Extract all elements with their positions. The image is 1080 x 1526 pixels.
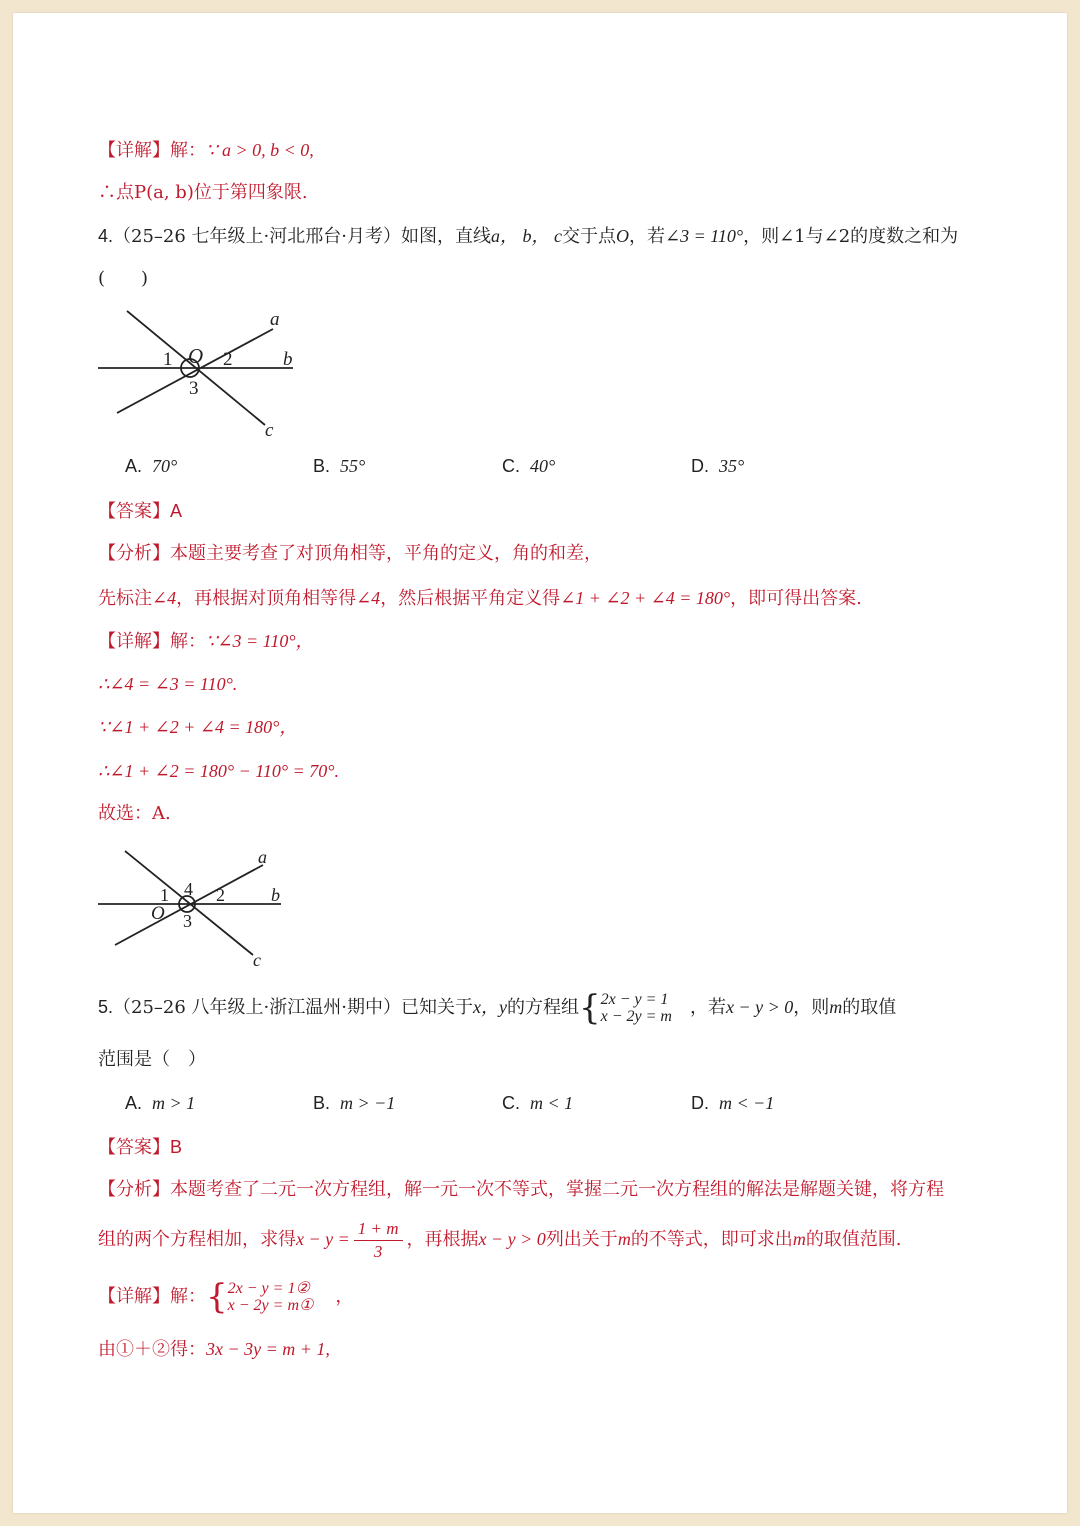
q4-figure-2 (95, 843, 305, 973)
q5-stem-line2: 范围是（ ） (98, 1049, 206, 1070)
fig1-label-a: a (270, 309, 280, 330)
fig2-label-c: c (253, 950, 261, 970)
q4-detail-4: ∴∠1 + ∠2 = 180° − 110° = 70°. (98, 761, 339, 781)
q4-option-b[interactable]: B. 55° (313, 456, 366, 476)
q4-option-a[interactable]: A. 70° (125, 456, 178, 476)
fig2-label-a: a (258, 847, 267, 867)
q4-figure-1 (95, 305, 315, 445)
q4-answer-paren: ( ) (98, 268, 149, 289)
q5-option-a[interactable]: A. m > 1 (125, 1093, 196, 1113)
q5-answer: 【答案】B (98, 1137, 183, 1158)
q5-option-c[interactable]: C. m < 1 (502, 1093, 574, 1113)
q4-detail-3: ∵∠1 + ∠2 + ∠4 = 180°， (98, 717, 298, 737)
q4-stem: 4.（25–26 七年级上·河北邢台·月考）如图，直线a， b， c交于点O，若∠3 = 110°，则∠1与∠2的度数之和为 (98, 226, 959, 247)
fig1-label-1: 1 (163, 349, 173, 370)
q5-equation-system: { 2x − y = 1 x − 2y = m (578, 988, 672, 1028)
q5-analysis-2: 组的两个方程相加，求得x − y = $\frac{1 + m}{3}$ ，再根据x − y > 0列出关于m的不等式，即可求出m的取值范围. (98, 1218, 902, 1261)
q5-stem: 5.（25–26 八年级上·浙江温州·期中）已知关于x，y的方程组{ 2x − y = 1 x − 2y = m ，若x − y > 0，则m的取值 (98, 988, 897, 1028)
q5-detail: 【详解】解：{ 2x − y = 1② x − 2y = m① ， (98, 1277, 354, 1317)
fig1-label-2: 2 (223, 349, 233, 370)
q4-detail-2: ∴∠4 = ∠3 = 110°. (98, 674, 238, 694)
fig1-label-O: O (188, 344, 204, 368)
q5-analysis-1: 【分析】本题考查了二元一次方程组，解一元一次不等式，掌握二元一次方程组的解法是解题关键，将方程 (98, 1179, 944, 1200)
fig2-label-b: b (271, 885, 280, 905)
q4-choose: 故选：A. (98, 803, 171, 824)
q4-analysis-2: 先标注∠4，再根据对顶角相等得∠4，然后根据平角定义得∠1 + ∠2 + ∠4 = 180°，即可得出答案. (98, 588, 862, 609)
fig1-label-3: 3 (189, 378, 199, 399)
q4-option-d[interactable]: D. 35° (691, 456, 745, 476)
q3-detail-line: 【详解】解：∵ a > 0, b < 0, (98, 140, 314, 161)
q4-answer: 【答案】A (98, 501, 183, 522)
fig2-label-O: O (151, 903, 165, 924)
q5-last-line: 由①＋②得：3x − 3y = m + 1, (98, 1339, 330, 1360)
fig2-label-3: 3 (183, 911, 192, 931)
q3-conclusion: ∴点P(a, b)位于第四象限. (98, 182, 308, 203)
fig1-label-c: c (265, 420, 274, 441)
fraction: $\frac{1 + m}{3}$ (354, 1218, 403, 1263)
fig1-label-b: b (283, 349, 293, 370)
fig2-label-4: 4 (184, 879, 193, 899)
q4-detail-1: 【详解】解：∵∠3 = 110°， (98, 631, 314, 652)
q4-analysis-1: 【分析】本题主要考查了对顶角相等，平角的定义，角的和差， (98, 543, 602, 564)
q4-option-c[interactable]: C. 40° (502, 456, 556, 476)
q5-option-d[interactable]: D. m < −1 (691, 1093, 775, 1113)
q5-option-b[interactable]: B. m > −1 (313, 1093, 396, 1113)
fig2-label-2: 2 (216, 885, 225, 905)
fig2-label-1: 1 (160, 885, 169, 905)
q5-detail-system: { 2x − y = 1② x − 2y = m① (206, 1277, 314, 1317)
